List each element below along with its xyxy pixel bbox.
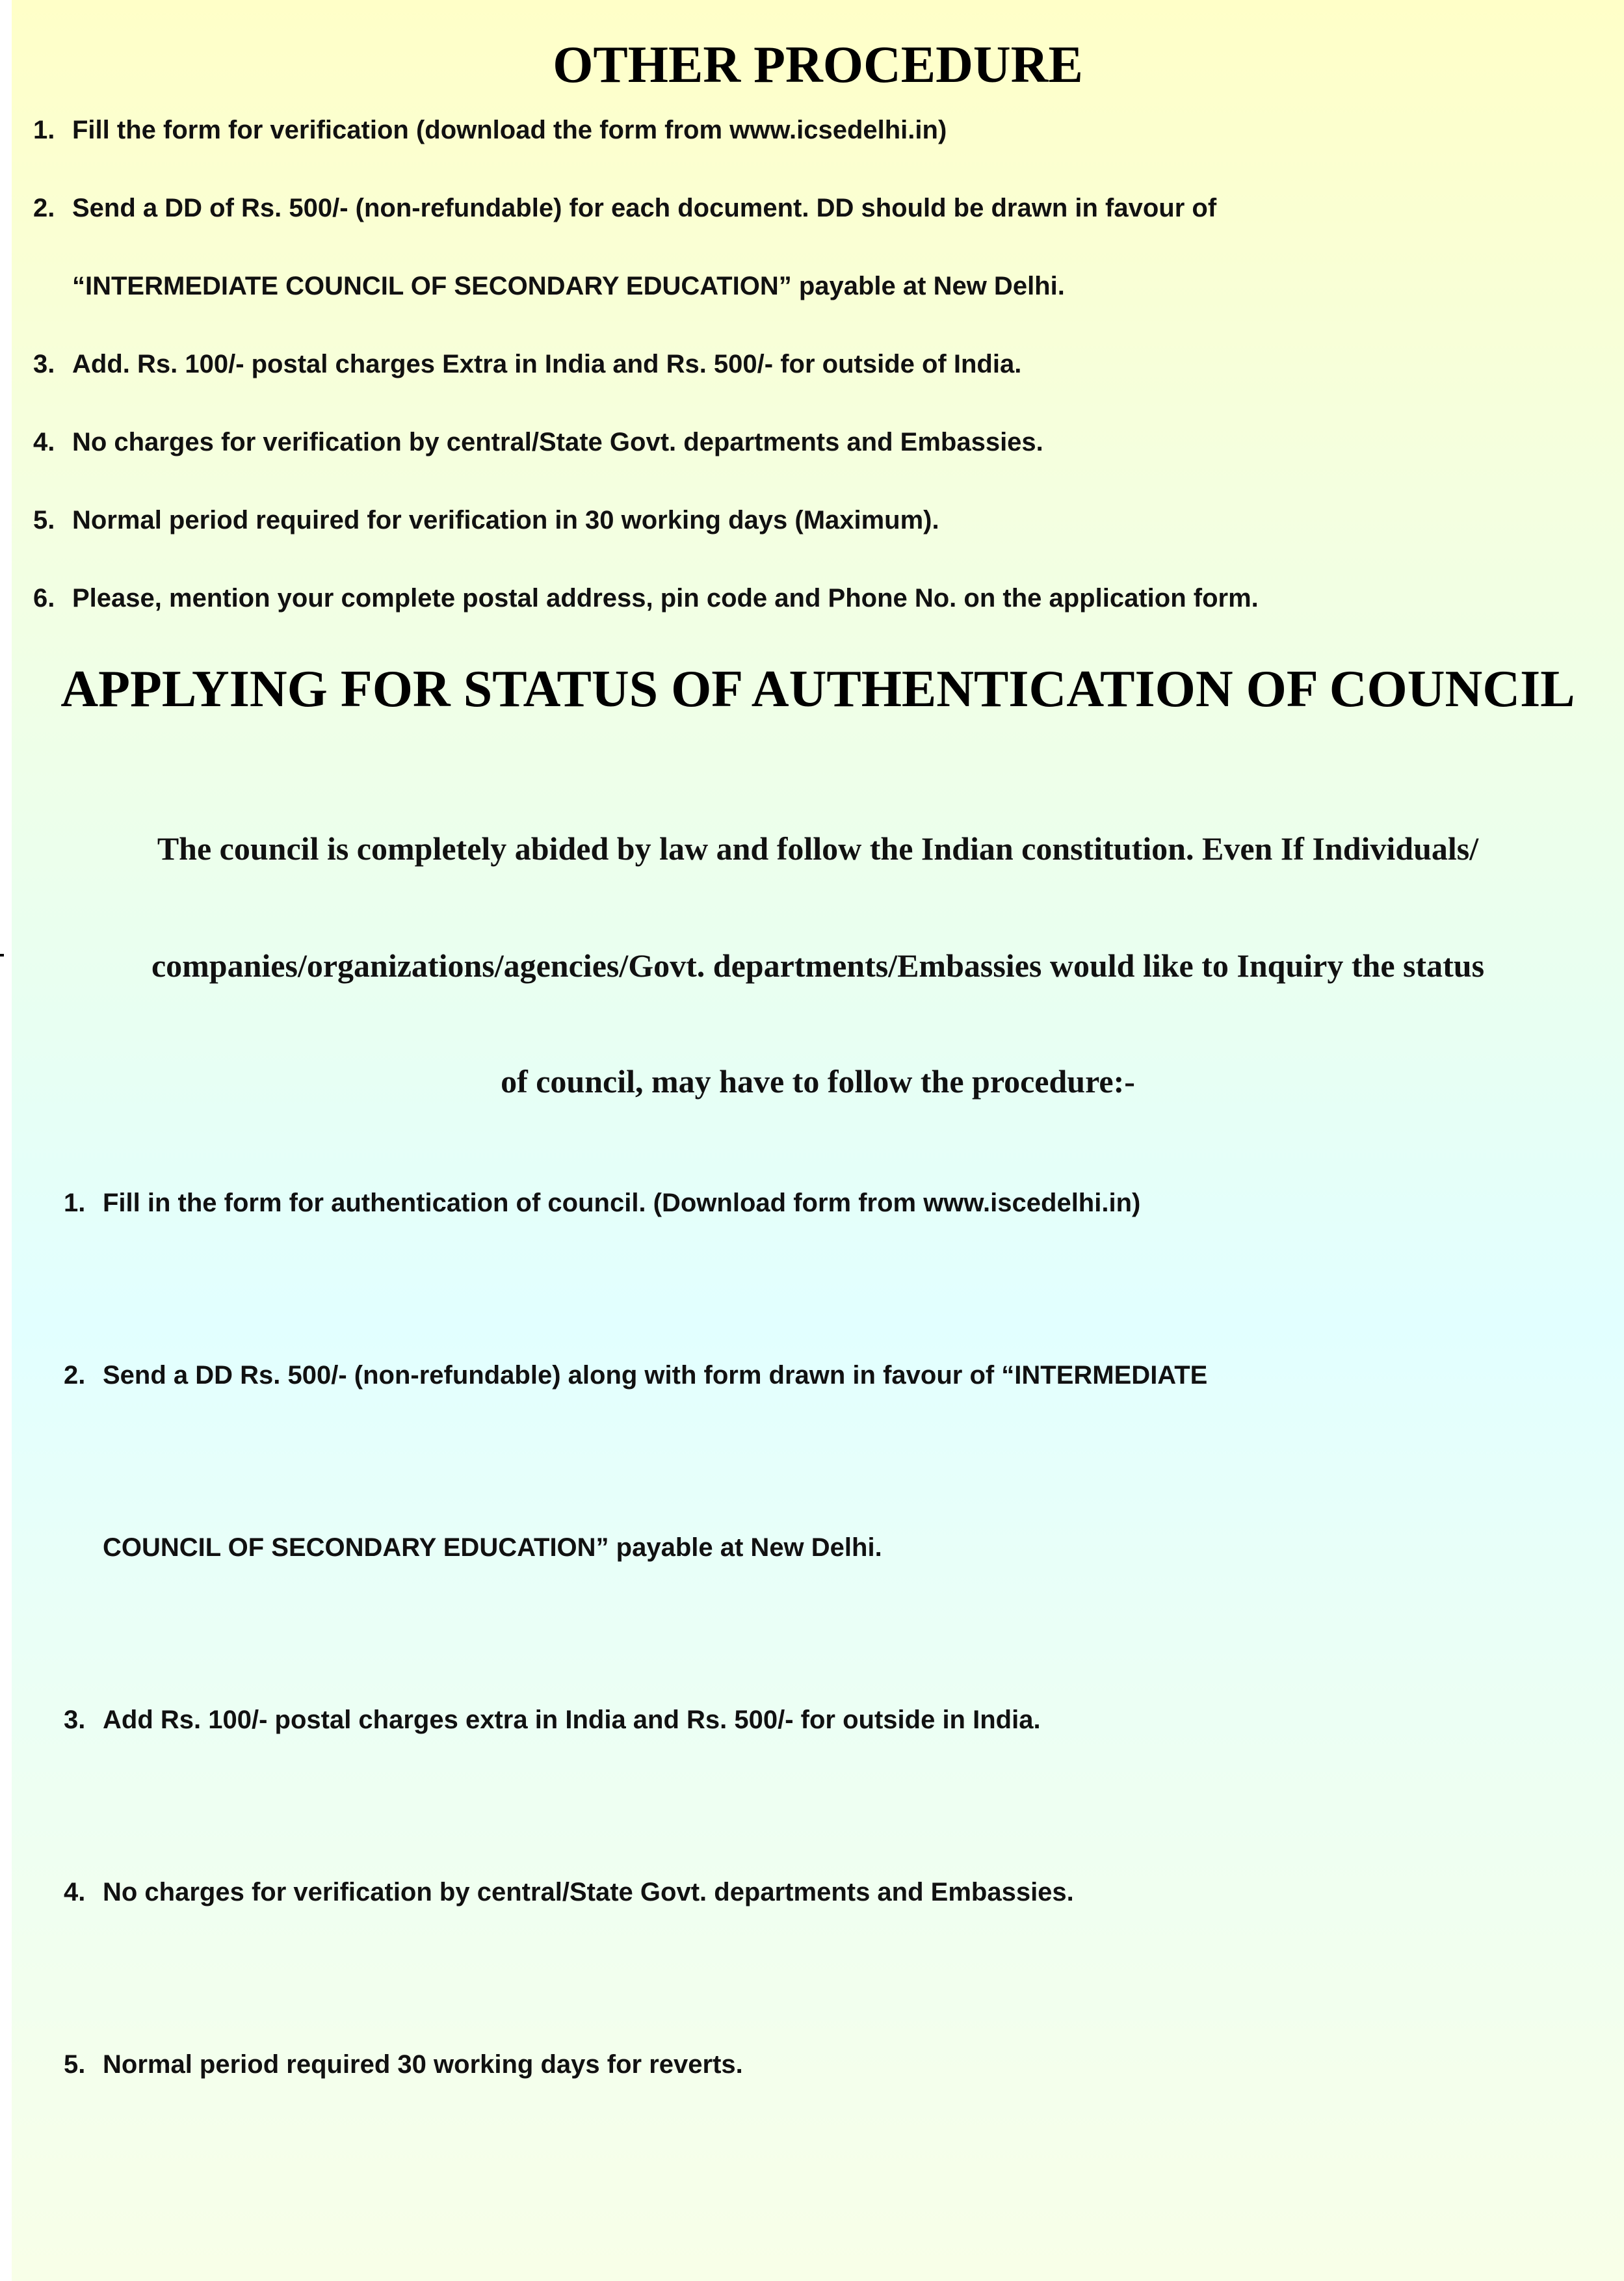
item-text: Add Rs. 100/- postal charges extra in India and Rs. 500/- for outside in India.	[103, 1706, 1041, 1734]
intro-line: The council is completely abided by law and follow the Indian constitution. Even If Individuals/	[157, 830, 1479, 867]
item-text: No charges for verification by central/State Govt. departments and Embassies.	[72, 428, 1043, 456]
item-number: 5.	[64, 2050, 86, 2079]
item-number: 2.	[64, 1361, 86, 1390]
item-text: Fill the form for verification (download the form from www.icsedelhi.in)	[72, 116, 947, 144]
item-text: Send a DD of Rs. 500/- (non-refundable) for each document. DD should be drawn in favour of	[72, 194, 1217, 222]
item-number: 6.	[33, 584, 55, 613]
item-number: 1.	[33, 116, 55, 144]
item-number: 5.	[33, 506, 55, 534]
section-title-authentication: APPLYING FOR STATUS OF AUTHENTICATION OF COUNCIL	[60, 661, 1575, 718]
intro-line: companies/organizations/agencies/Govt. departments/Embassies would like to Inquiry the status	[151, 947, 1485, 984]
item-text: Please, mention your complete postal address, pin code and Phone No. on the application form.	[72, 584, 1259, 613]
item-text: Send a DD Rs. 500/- (non-refundable) along with form drawn in favour of “INTERMEDIATE	[103, 1361, 1208, 1390]
item-text: Fill in the form for authentication of council. (Download form from www.iscedelhi.in)	[103, 1189, 1141, 1217]
item-text: “INTERMEDIATE COUNCIL OF SECONDARY EDUCATION” payable at New Delhi.	[72, 272, 1065, 300]
item-text: Add. Rs. 100/- postal charges Extra in India and Rs. 500/- for outside of India.	[72, 350, 1022, 378]
document-page	[12, 0, 1624, 2281]
item-number: 4.	[33, 428, 55, 456]
item-text: No charges for verification by central/State Govt. departments and Embassies.	[103, 1878, 1074, 1906]
item-text: Normal period required for verification in 30 working days (Maximum).	[72, 506, 939, 534]
margin-mark	[0, 954, 4, 956]
item-text: Normal period required 30 working days for reverts.	[103, 2050, 743, 2079]
item-number: 4.	[64, 1878, 86, 1906]
item-number: 3.	[33, 350, 55, 378]
item-number: 1.	[64, 1189, 86, 1217]
item-text: COUNCIL OF SECONDARY EDUCATION” payable at New Delhi.	[103, 1533, 882, 1562]
intro-line: of council, may have to follow the procedure:-	[501, 1063, 1135, 1100]
item-number: 2.	[33, 194, 55, 222]
section-title-other-procedure: OTHER PROCEDURE	[553, 36, 1083, 94]
item-number: 3.	[64, 1706, 86, 1734]
